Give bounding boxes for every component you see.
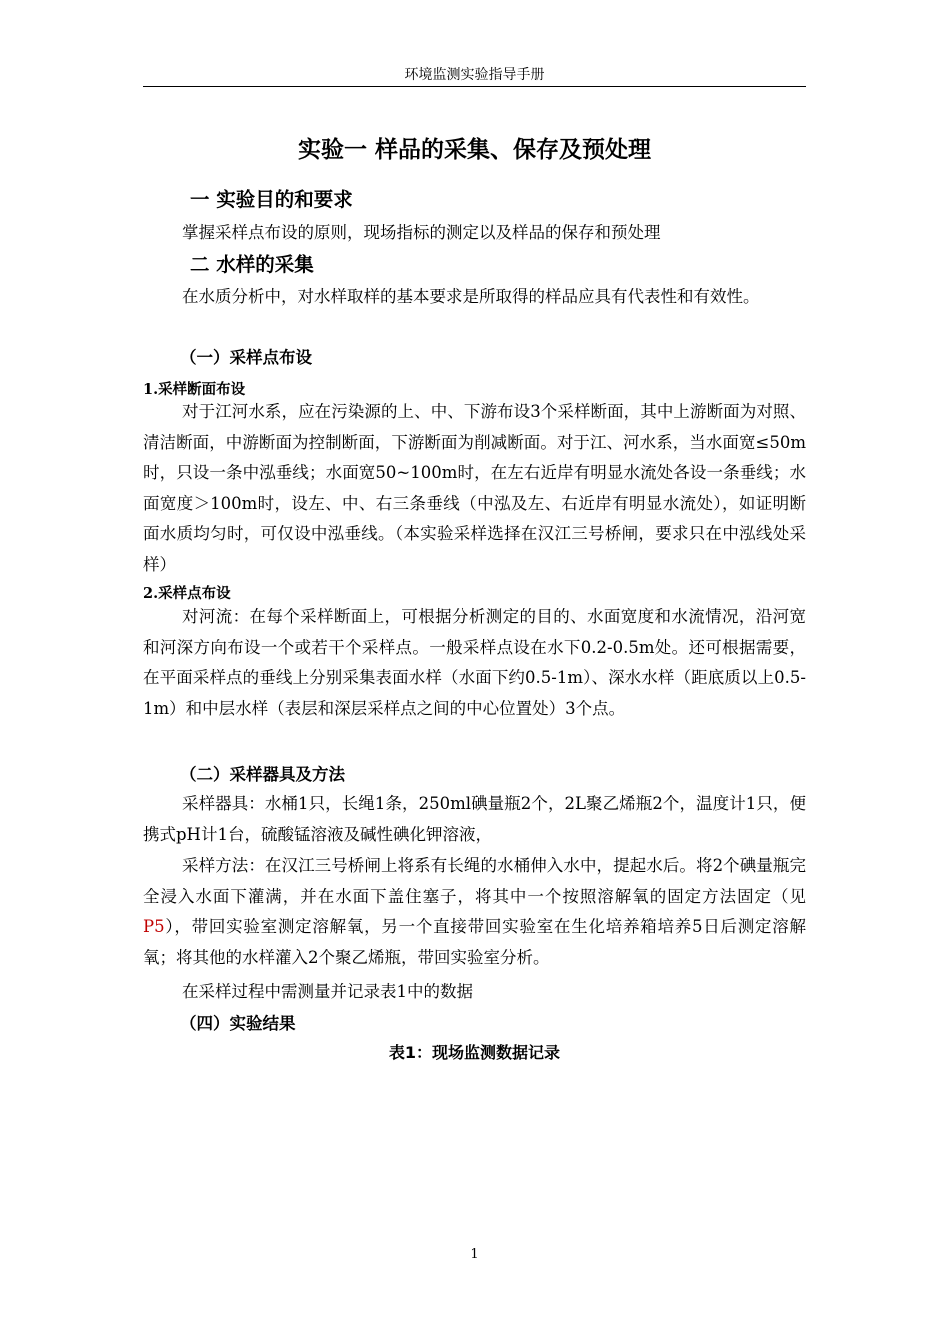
- subsection-heading-equipment-methods: （二）采样器具及方法: [180, 765, 345, 784]
- section-heading-objectives: 一 实验目的和要求: [190, 188, 353, 211]
- objectives-text: 掌握采样点布设的原则，现场指标的测定以及样品的保存和预处理: [182, 223, 661, 242]
- item-heading-point-layout: 2.采样点布设: [143, 585, 231, 602]
- section-layout-text: 对于江河水系，应在污染源的上、中、下游布设3个采样断面，其中上游断面为对照、清洁断面，中游断面为控制断面，下游断面为削减断面。对于江、河水系，当水面宽≤50m时，只设一条中泓垂线；水面宽50~100m时，在左右近岸有明显水流处各设一条垂线；水面宽度＞100m时，设左、中、右三条垂线（中泓及左、右近岸有明显水流处），如证明断面水质均匀时，可仅设中泓垂线。（本实验采样选择在汉江三号桥闸，要求只在中泓线处采样）: [143, 402, 806, 574]
- subsection-heading-sampling-points: （一）采样点布设: [180, 348, 312, 367]
- document-title: 实验一 样品的采集、保存及预处理: [297, 137, 651, 163]
- table-caption: 表1：现场监测数据记录: [388, 1043, 561, 1062]
- equipment-text: 采样器具：水桶1只，长绳1条，250ml碘量瓶2个，2L聚乙烯瓶2个，温度计1只，便携式pH计1台，硫酸锰溶液及碱性碘化钾溶液，: [143, 794, 806, 844]
- header-rule: [143, 86, 806, 87]
- page-header: 环境监测实验指导手册: [404, 67, 545, 83]
- record-note-text: 在采样过程中需测量并记录表1中的数据: [182, 982, 473, 1001]
- method-text-before: 采样方法：在汉江三号桥闸上将系有长绳的水桶伸入水中，提起水后。将2个碘量瓶完全浸入水面下灌满，并在水面下盖住塞子，将其中一个按照溶解氧的固定方法固定（见: [143, 856, 806, 906]
- item-heading-section-layout: 1.采样断面布设: [143, 381, 246, 398]
- section-heading-water-sampling: 二 水样的采集: [190, 253, 314, 276]
- page-reference-link[interactable]: P5: [143, 917, 165, 936]
- subsection-heading-results: （四）实验结果: [180, 1014, 296, 1033]
- point-layout-text: 对河流：在每个采样断面上，可根据分析测定的目的、水面宽度和水流情况，沿河宽和河深方向布设一个或若干个采样点。一般采样点设在水下0.2-0.5m处。还可根据需要，在平面采样点的垂线上分别采集表面水样（水面下约0.5-1m）、深水水样（距底质以上0.5-1m）和中层水样（表层和深层采样点之间的中心位置处）3个点。: [143, 607, 806, 718]
- page-number: 1: [470, 1247, 479, 1262]
- method-text-after: ），带回实验室测定溶解氧，另一个直接带回实验室在生化培养箱培养5日后测定溶解氧；将其他的水样灌入2个聚乙烯瓶，带回实验室分析。: [143, 917, 806, 967]
- method-text: [143, 851, 806, 973]
- water-sampling-intro: 在水质分析中，对水样取样的基本要求是所取得的样品应具有代表性和有效性。: [182, 287, 760, 306]
